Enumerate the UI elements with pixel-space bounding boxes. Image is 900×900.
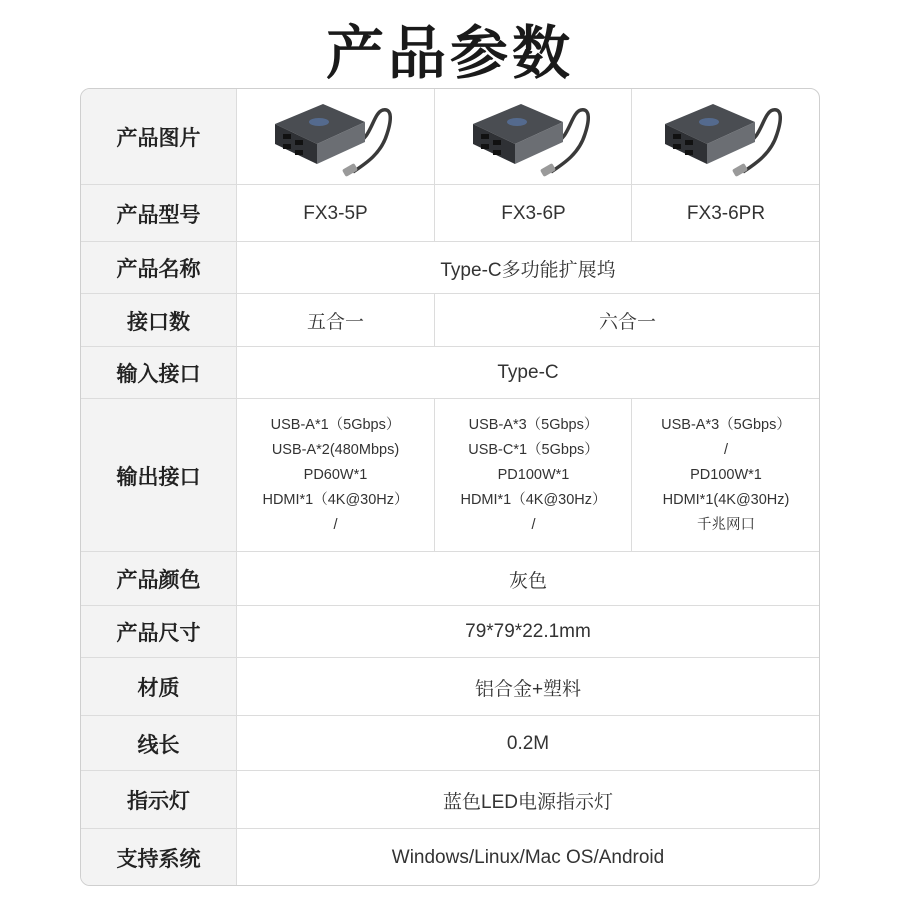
output-item: USB-A*1（5Gbps） (270, 417, 401, 433)
material-value: 铝合金+塑料 (474, 678, 582, 700)
output-item: PD60W*1 (303, 467, 368, 483)
label-material: 材质 (81, 658, 237, 716)
label-input: 输入接口 (81, 347, 237, 399)
product-image-fx3-5p (237, 89, 434, 184)
label-color: 产品颜色 (81, 552, 237, 606)
row-output (81, 398, 819, 552)
output-item: USB-A*3（5Gbps） (468, 417, 599, 433)
row-color (81, 551, 819, 606)
ports-count-value-1: 五合一 (306, 312, 364, 333)
label-cable: 线长 (81, 716, 237, 771)
output-item: / (531, 517, 536, 533)
output-item: USB-C*1（5Gbps） (468, 442, 599, 458)
os-value: Windows/Linux/Mac OS/Android (391, 846, 665, 868)
model-value-2: FX3-6P (434, 185, 632, 242)
output-list-1 (237, 399, 434, 552)
row-indicator (81, 770, 819, 829)
output-item: PD100W*1 (690, 467, 762, 483)
label-model: 产品型号 (81, 185, 237, 242)
product-image-fx3-6pr (631, 89, 820, 184)
output-item: 千兆网口 (697, 517, 755, 533)
output-list-2 (434, 399, 632, 552)
color-value: 灰色 (508, 570, 547, 592)
size-value: 79*79*22.1mm (465, 621, 591, 642)
row-cable (81, 715, 819, 771)
name-value: Type-C多功能扩展坞 (440, 259, 616, 281)
output-item: HDMI*1(4K@30Hz) (662, 492, 790, 508)
row-material (81, 657, 819, 716)
row-product-image (81, 89, 819, 184)
row-model (81, 184, 819, 242)
label-output: 输出接口 (81, 399, 237, 552)
label-product-image: 产品图片 (81, 89, 237, 184)
output-item: USB-A*3（5Gbps） (661, 417, 791, 433)
label-name: 产品名称 (81, 242, 237, 294)
indicator-value: 蓝色LED电源指示灯 (443, 791, 613, 813)
input-value: Type-C (497, 362, 559, 383)
row-os (81, 828, 819, 886)
spec-table (80, 88, 820, 886)
model-value-3: FX3-6PR (631, 185, 820, 242)
output-item: PD100W*1 (497, 467, 570, 483)
row-ports-count (81, 293, 819, 347)
label-os: 支持系统 (81, 829, 237, 886)
label-size: 产品尺寸 (81, 606, 237, 658)
output-item: USB-A*2(480Mbps) (271, 442, 400, 458)
output-item: / (723, 442, 729, 458)
row-name (81, 241, 819, 294)
cable-value: 0.2M (506, 732, 550, 754)
model-value-1: FX3-5P (303, 202, 368, 224)
row-input (81, 346, 819, 399)
output-item: HDMI*1（4K@30Hz） (262, 492, 409, 508)
label-indicator: 指示灯 (81, 771, 237, 829)
ports-count-value-2: 六合一 (434, 294, 820, 347)
page-title: 产品参数 (325, 19, 574, 87)
product-image-fx3-6p (434, 89, 632, 184)
output-item: HDMI*1（4K@30Hz） (460, 492, 607, 508)
output-item: / (333, 517, 338, 533)
row-size (81, 605, 819, 658)
output-list-3 (631, 399, 820, 552)
label-ports-count: 接口数 (81, 294, 237, 347)
